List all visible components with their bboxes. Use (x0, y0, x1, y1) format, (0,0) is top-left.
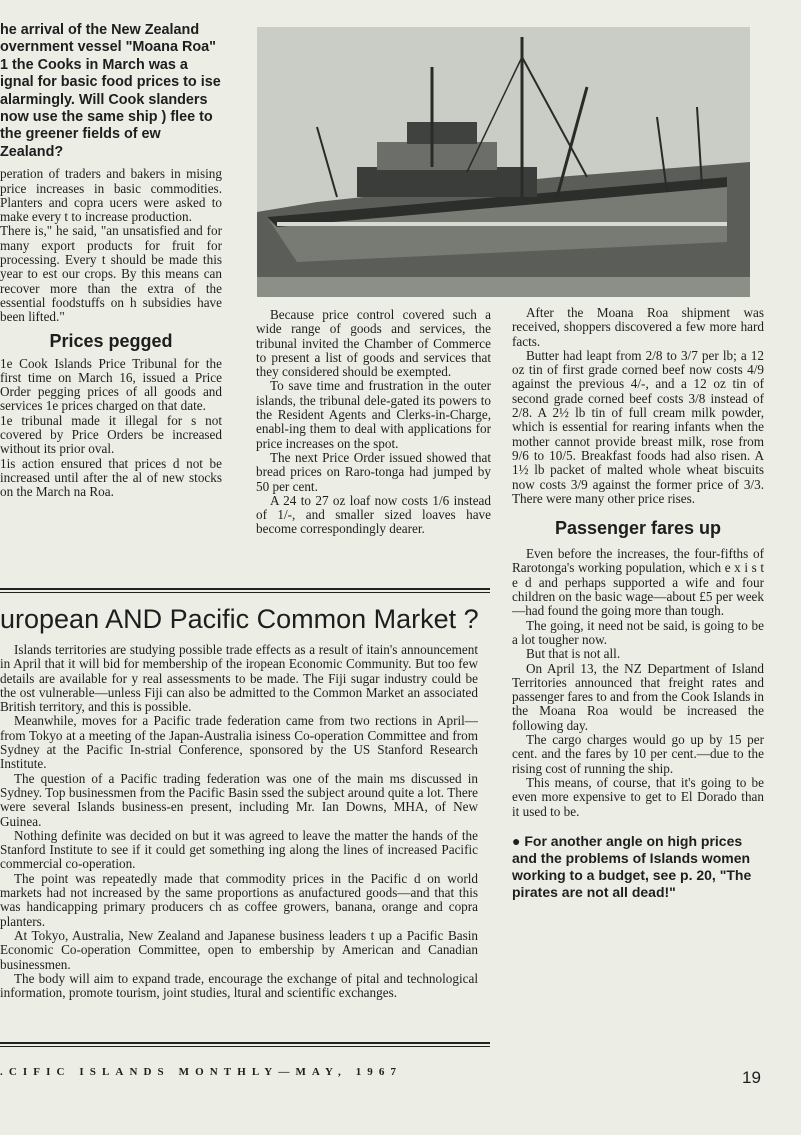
intro-column (0, 22, 222, 582)
intro-paragraph: peration of traders and bakers in mising price increases in basic commodities. Planters and copra ucers were asked to make every t to increase production. (0, 166, 222, 225)
section-divider (0, 588, 490, 590)
ship-photo (257, 27, 750, 297)
market-paragraph: The point was repeatedly made that commodity prices in the Pacific d on world markets had not increased by the same proportions as anufactured goods—and that this was handicapping primary producers ch as coffee growers, banana, orange and copra planters. (0, 870, 478, 929)
passenger-paragraph: The cargo charges would go up by 15 per cent. and the fares by 10 per cent.—due to the rising cost of running the ship. (512, 732, 764, 776)
intro-paragraph: There is," he said, "an unsatisfied and for many export products for fruit for processing. Every t should be made this year to est our crops. By this means can recover more than the extra of the essential foodstuffs on h subsidies have been lifted." (0, 223, 222, 325)
market-column (0, 643, 478, 1033)
section-divider (0, 592, 490, 593)
right-paragraph: Butter had leapt from 2/8 to 3/7 per lb; a 12 oz tin of first grade corned beef now costs 4/9 against the previous 4/-, and a 12 oz tin of second grade corned beef costs 3/8 instead of 2/8. A 2½ lb tin of full cream milk powder, which is essential for rearing infants when the mother cannot provide breast milk, rose from 9/6 to 10/5. Breakfast foods had also risen. A 1½ lb packet of malted whole wheat biscuits now costs 3/9 against the former price of 3/3. There were many other price rises. (512, 347, 764, 506)
passenger-paragraph: On April 13, the NZ Department of Island Territories announced that freight rates and passenger fares to and from the Cook Islands in the Moana Roa would be increased the following day. (512, 660, 764, 733)
passenger-paragraph: The going, it need not be said, is going to be a lot tougher now. (512, 617, 764, 647)
prices-paragraph: 1e Cook Islands Price Tribunal for the first time on March 16, issued a Price Order pegging prices of all goods and services 1e prices charged on that date. (0, 355, 222, 414)
prices-paragraph: 1is action ensured that prices d not be increased until after the al of new stocks on the March na Roa. (0, 455, 222, 500)
market-paragraph: The body will aim to expand trade, encourage the exchange of pital and technological information, promote tourism, joint studies, ltural and scientific exchanges. (0, 970, 478, 1001)
middle-paragraph: A 24 to 27 oz loaf now costs 1/6 instead of 1/-, and smaller sized loaves have become correspondingly dearer. (256, 492, 491, 537)
middle-column (256, 308, 491, 584)
right-column (512, 306, 764, 1051)
section-heading-prices-pegged: Prices pegged (49, 330, 173, 351)
cross-reference-note: ● For another angle on high prices and the problems of Islands women working to a budget, see p. 20, "The pirates are not all dead!" (512, 832, 752, 901)
passenger-paragraph: Even before the increases, the four-fifths of Rarotonga's working population, which e x i s t e d and perhaps supported a wife and four children on the basic wage—about £5 per week—had found the going more than tough. (512, 546, 764, 619)
section-divider (0, 1042, 490, 1044)
article-headline: he arrival of the New Zealand overnment vessel "Moana Roa" 1 the Cooks in March was a ignal for basic food prices to ise alarmingly. Will Cook slanders now use the same ship ) flee to the greener fields of ew Zealand? (0, 22, 221, 160)
section-heading-passenger-fares: Passenger fares up (554, 518, 722, 539)
prices-paragraph: 1e tribunal made it illegal for s not covered by Price Orders be increased without its prior oval. (0, 412, 222, 457)
running-footer: .CIFIC ISLANDS MONTHLY—MAY, 1967 (0, 1066, 403, 1078)
right-paragraph: After the Moana Roa shipment was received, shoppers discovered a few more hard facts. (512, 306, 764, 349)
ship-illustration (257, 27, 750, 297)
passenger-paragraph: This means, of course, that it's going to be even more expensive to get to El Dorado than it used to be. (512, 774, 764, 819)
middle-paragraph: To save time and frustration in the outer islands, the tribunal dele-gated its powers to the Resident Agents and Clerks-in-Charge, enabl-ing them to deal with applications for price increases on the spot. (256, 378, 491, 451)
market-paragraph: At Tokyo, Australia, New Zealand and Japanese business leaders t up a Pacific Basin Economic Co-operation Committee, open to embership by American and Canadian businessmen. (0, 927, 478, 972)
market-headline: uropean AND Pacific Common Market ? (0, 604, 479, 634)
market-paragraph: Islands territories are studying possible trade effects as a result of itain's announcement in April that it will bid for membership of the iropean Economic Community. But too few details are available for y real assessments to be made. The Fiji sugar industry could be the ost vulnerable—unless Fiji can also be admitted to the Common Market an associated British territory, and this is possible. (0, 643, 478, 715)
passenger-paragraph: But that is not all. (526, 646, 621, 662)
market-paragraph: Meanwhile, moves for a Pacific trade federation came from two rections in April—from Tokyo at a meeting of the Japan-Australia isiness Co-operation Committee and from Sydney at the Pacific In-strial Conference, sponsored by the US Stanford Research Institute. (0, 713, 478, 772)
section-divider (0, 1046, 490, 1047)
market-paragraph: The question of a Pacific trading federation was one of the main ms discussed in Sydney. Top businessmen from the Pacific Basin ssed the subject around quite a lot. There were several Islands business-en present, including Mr. Ian Downs, MHA, of New Guinea. (0, 770, 478, 829)
middle-paragraph: The next Price Order issued showed that bread prices on Raro-tonga had jumped by 50 per cent. (256, 449, 491, 494)
page-number: 19 (742, 1068, 761, 1087)
market-paragraph: Nothing definite was decided on but it was agreed to leave the matter the hands of the Stanford Institute to see if it could get something ing along the lines of increased Pacific commercial co-operation. (0, 827, 478, 872)
middle-paragraph: Because price control covered such a wide range of goods and services, the tribunal invited the Chamber of Commerce to present a list of goods and services that they considered should be exempted. (256, 308, 491, 380)
